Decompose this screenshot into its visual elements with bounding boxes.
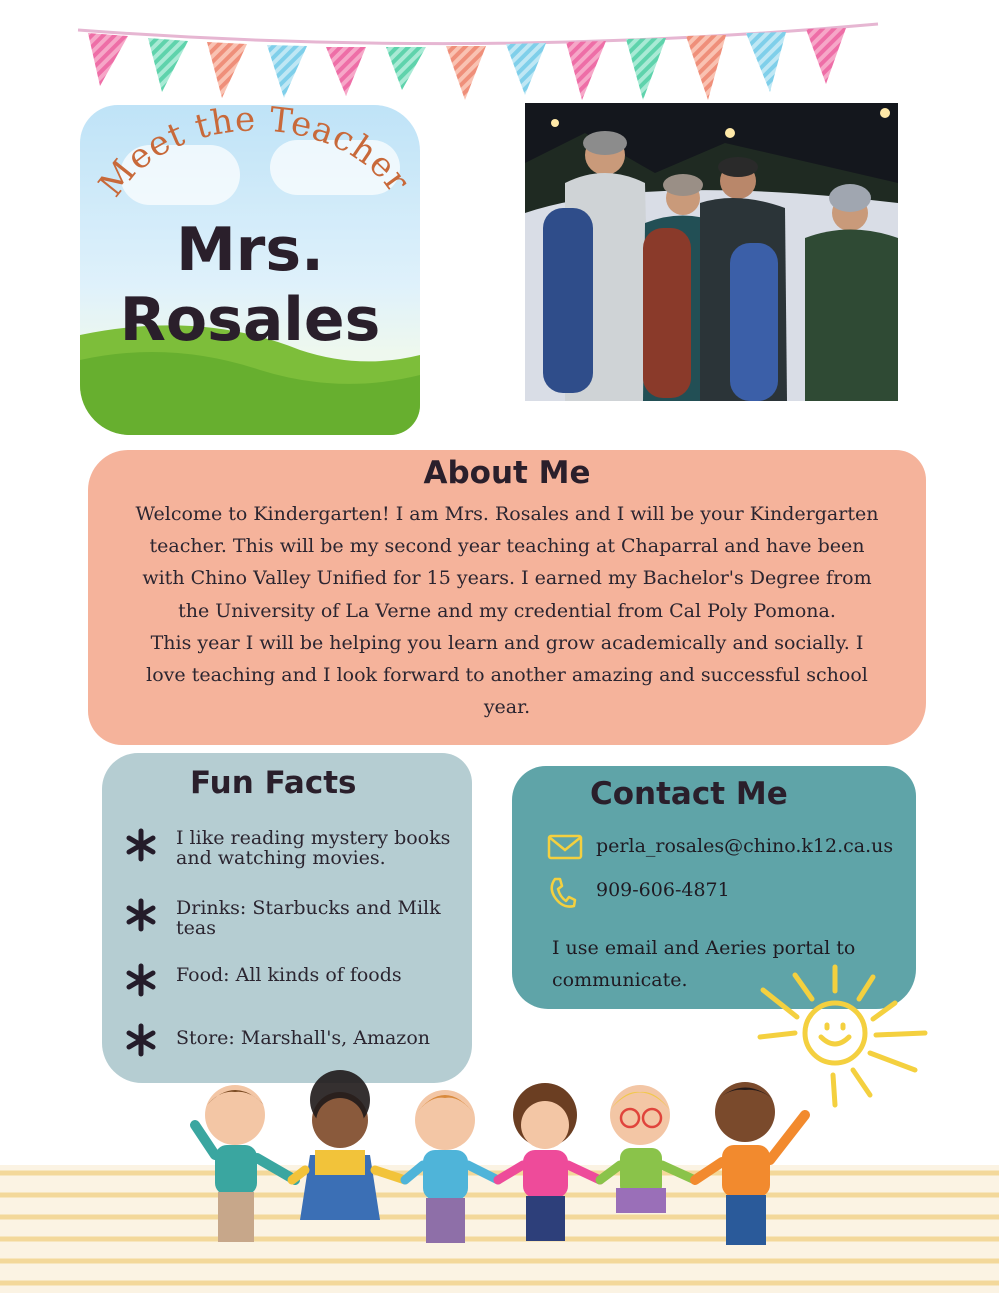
fun-fact-text: Food: All kinds of foods	[176, 964, 402, 986]
bunting-decoration	[0, 0, 999, 110]
about-line: Welcome to Kindergarten! I am Mrs. Rosales and I will be your Kindergarten	[135, 503, 879, 525]
about-line: teacher. This will be my second year teaching at Chaparral and have been	[149, 535, 865, 558]
teacher-name-line2: Rosales	[119, 285, 381, 355]
child-figure	[498, 1083, 600, 1241]
contact-me-title: Contact Me	[590, 776, 788, 812]
fun-fact-text: I like reading mystery books and watching movies.	[176, 827, 451, 869]
asterisk-bullet-icon	[124, 828, 158, 862]
asterisk-bullet-icon	[124, 963, 158, 997]
fun-fact-text: Store: Marshall's, Amazon	[176, 1027, 430, 1049]
teacher-name-line1: Mrs.	[176, 215, 324, 285]
phone-icon	[547, 876, 577, 910]
child-figure	[195, 1085, 295, 1242]
about-line: year.	[483, 696, 531, 719]
fun-fact-item	[124, 963, 469, 1003]
asterisk-bullet-icon	[124, 1023, 158, 1057]
teacher-name	[80, 215, 420, 355]
email-link[interactable]: perla_rosales@chino.k12.ca.us	[596, 835, 894, 857]
family-snowboard-photo	[525, 103, 898, 401]
children-holding-hands-illustration	[180, 1070, 840, 1270]
child-figure	[600, 1085, 695, 1213]
fun-fact-item	[124, 828, 469, 873]
fun-facts-title: Fun Facts	[190, 765, 357, 801]
fun-fact-item	[124, 1023, 469, 1063]
about-line: This year I will be helping you learn and grow academically and socially. I	[150, 631, 864, 654]
header-card	[80, 105, 420, 435]
contact-note: I use email and Aeries portal to communicate.	[552, 937, 856, 991]
child-figure	[292, 1070, 405, 1220]
child-figure	[695, 1082, 805, 1245]
svg-text:Meet the Teacher	[91, 105, 418, 204]
about-me-section	[88, 450, 926, 745]
about-line: the University of La Verne and my credential from Cal Poly Pomona.	[178, 599, 836, 622]
child-figure	[405, 1090, 498, 1243]
phone-row	[547, 876, 907, 910]
asterisk-bullet-icon	[124, 898, 158, 932]
email-row	[547, 834, 907, 864]
fun-facts-section	[102, 753, 472, 1083]
about-line: love teaching and I look forward to another amazing and successful school	[146, 664, 868, 687]
banner-text: Meet the Teacher	[91, 105, 418, 205]
envelope-icon	[547, 834, 583, 860]
about-me-text	[110, 498, 904, 723]
about-line: with Chino Valley Unified for 15 years. I earned my Bachelor's Degree from	[142, 567, 872, 590]
fun-fact-text: Drinks: Starbucks and Milk teas	[176, 897, 441, 939]
fun-fact-item	[124, 898, 469, 943]
about-me-title: About Me	[423, 455, 591, 491]
phone-number[interactable]: 909-606-4871	[596, 879, 730, 901]
